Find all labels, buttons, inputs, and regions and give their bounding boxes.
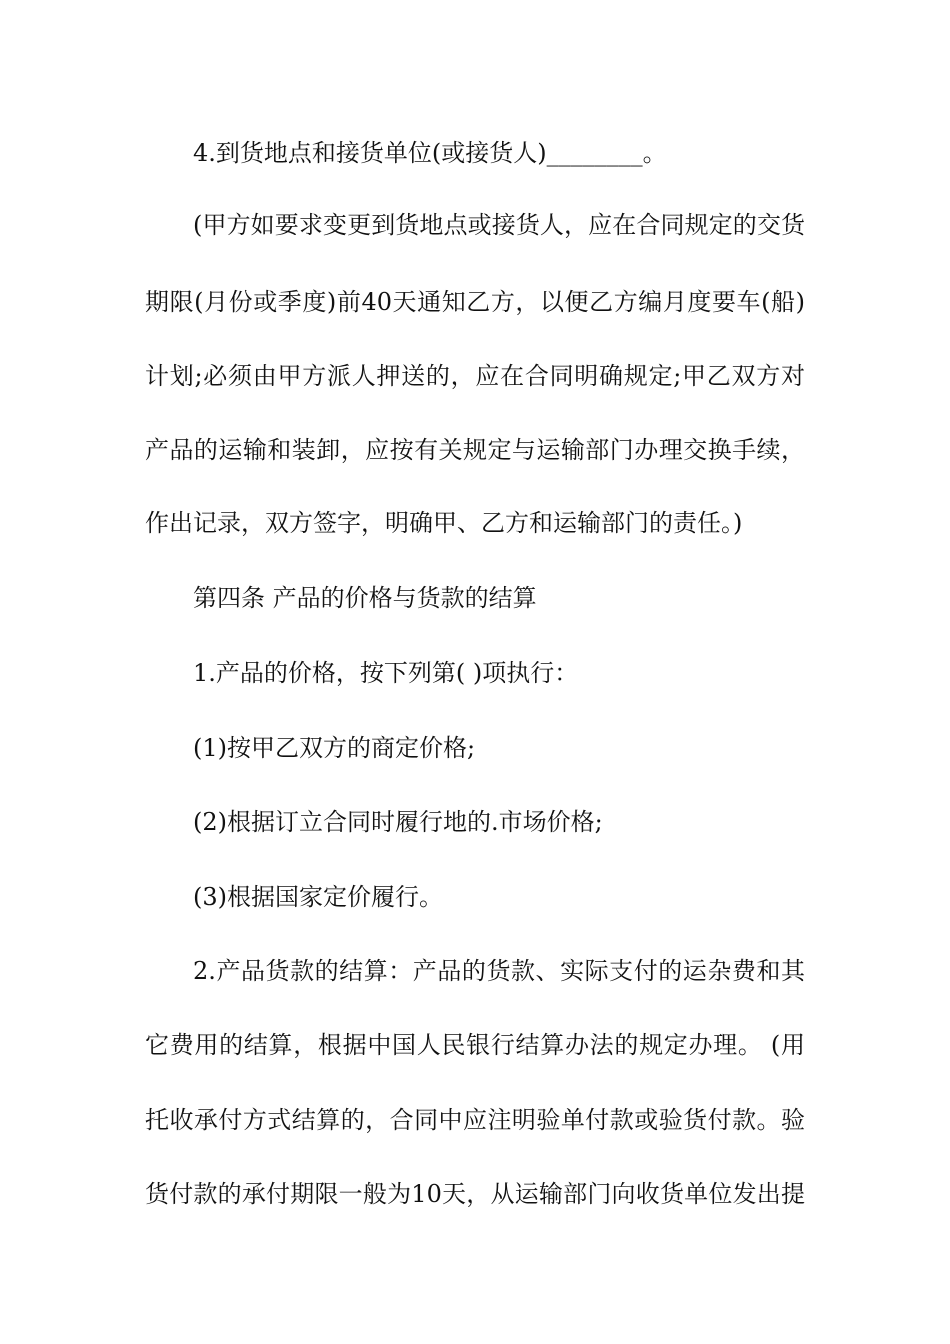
paragraph-line: 作出记录，双方签字，明确甲、乙方和运输部门的责任。) [145,509,743,537]
paragraph-line: 期限(月份或季度)前40天通知乙方，以便乙方编月度要车(船) [145,288,805,316]
paragraph-line: (甲方如要求变更到货地点或接货人，应在合同规定的交货 [193,211,805,239]
clause-settlement: 2.产品货款的结算：产品的货款、实际支付的运杂费和其 [193,957,805,985]
option-item: (2)根据订立合同时履行地的.市场价格; [193,808,603,836]
paragraph-line: 产品的运输和装卸，应按有关规定与运输部门办理交换手续， [145,436,805,464]
option-item: (1)按甲乙双方的商定价格; [193,734,476,762]
paragraph-line: 托收承付方式结算的，合同中应注明验单付款或验货付款。验 [145,1106,805,1134]
paragraph-line: 它费用的结算，根据中国人民银行结算办法的规定办理。 (用 [145,1031,805,1059]
clause-delivery-location: 4.到货地点和接货单位(或接货人)________。 [193,139,667,167]
clause-price: 1.产品的价格，按下列第( )项执行： [193,659,579,687]
article-heading: 第四条 产品的价格与货款的结算 [193,584,537,612]
paragraph-line: 计划;必须由甲方派人押送的，应在合同明确规定;甲乙双方对 [145,362,805,390]
paragraph-line: 货付款的承付期限一般为10天，从运输部门向收货单位发出提 [145,1180,805,1208]
option-item: (3)根据国家定价履行。 [193,883,443,911]
